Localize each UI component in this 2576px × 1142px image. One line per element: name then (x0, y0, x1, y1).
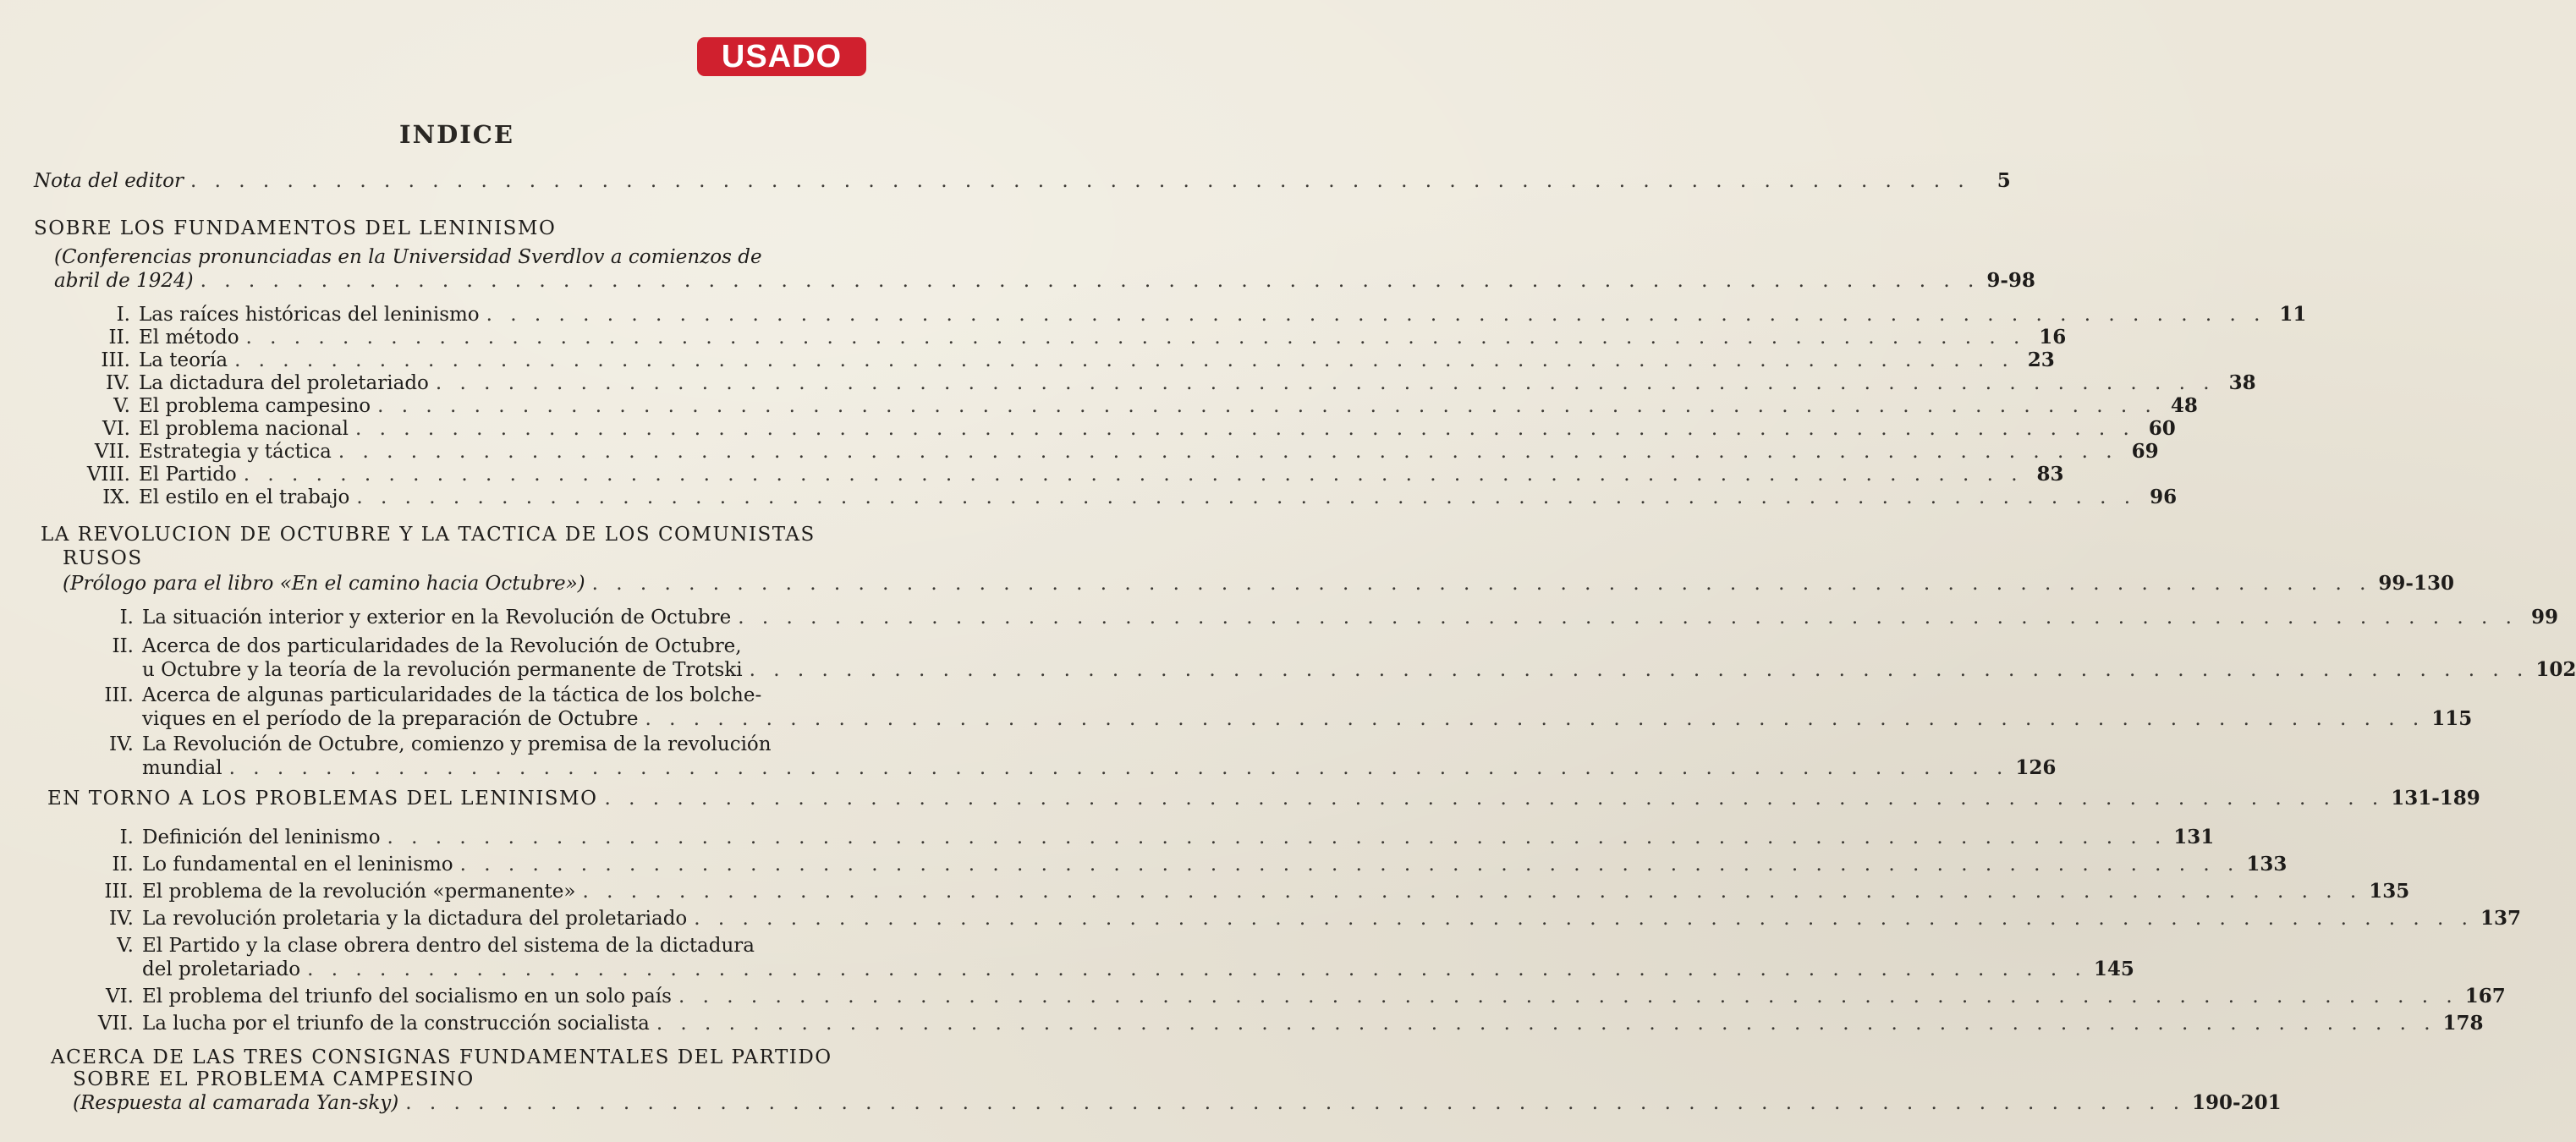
item-number: VI. (105, 986, 134, 1007)
item-number: IV. (106, 372, 130, 394)
dot-leader: . . . . . . . . . . . . . . . . . . . . . . . . . . . . . . . . . . . . . . . . . . . . . . . . . . . . . . . . . . . . . . . . . . . . . . . . . . (355, 418, 2135, 440)
section-subtitle (54, 245, 816, 269)
item-title: Estrategia y táctica (139, 441, 332, 463)
item-title-continued: viques en el período de la preparación de Octubre (142, 708, 639, 730)
item-title: La lucha por el triunfo de la construcción socialista (142, 1013, 650, 1035)
section-title: EN TORNO A LOS PROBLEMAS DEL LENINISMO (47, 788, 598, 810)
item-title: El método (139, 327, 239, 349)
dot-leader: . . . . . . . . . . . . . . . . . . . . . . . . . . . . . . . . . . . . . . . . . . . . . . . . . . . . . . . . . . . . . . . . . . . . . . . . . . (694, 908, 2474, 930)
dot-leader: . . . . . . . . . . . . . . . . . . . . . . . . . . . . . . . . . . . . . . . . . . . . . . . . . . . . . . . . . . . . . . . . . . . . . . . . . . (245, 327, 2026, 349)
toc-item (81, 371, 2256, 395)
toc-item (81, 394, 2198, 418)
toc-item (90, 733, 2057, 780)
page-number: 167 (2464, 985, 2506, 1007)
section-title: ACERCA DE LAS TRES CONSIGNAS FUNDAMENTALES DEL PARTIDO (51, 1046, 832, 1068)
item-title: La dictadura del proletariado (139, 372, 429, 394)
dot-leader: . . . . . . . . . . . . . . . . . . . . . . . . . . . . . . . . . . . . . . . . . . . . . . . . . . . . . . . . . . . . . . . . . . . . . . . . . . (582, 881, 2363, 903)
page-number: 178 (2442, 1012, 2484, 1035)
usado-badge: USADO (697, 37, 866, 76)
item-title-continued: u Octubre y la teoría de la revolución permanente de Trotski (142, 659, 743, 681)
item-title: La teoría (139, 349, 228, 371)
toc-item (81, 349, 2055, 372)
page-number: 16 (2039, 326, 2067, 349)
item-number: V. (117, 935, 134, 957)
item-number: V. (113, 395, 130, 417)
section-title: LA REVOLUCION DE OCTUBRE Y LA TACTICA DE LOS COMUNISTAS (41, 524, 816, 546)
toc-item (90, 606, 2558, 629)
section-title: SOBRE LOS FUNDAMENTOS DEL LENINISMO (34, 217, 557, 239)
section-title-continued: RUSOS (63, 547, 143, 569)
dot-leader: . . . . . . . . . . . . . . . . . . . . . . . . . . . . . . . . . . . . . . . . . . . . . . . . . . . . . . . . . . . . . . . . . . . . . . . . . . (738, 607, 2518, 629)
page-number: 5 (1997, 169, 2011, 192)
item-number: III. (104, 881, 134, 903)
page-number: 126 (2015, 756, 2057, 779)
toc-item (81, 303, 2307, 327)
item-title: La Revolución de Octubre, comienzo y premisa de la revolución (142, 733, 772, 755)
toc-entry-editor-note (34, 169, 2011, 193)
toc-item (81, 486, 2178, 509)
item-title: El estilo en el trabajo (139, 486, 350, 508)
dot-leader: . . . . . . . . . . . . . . . . . . . . . . . . . . . . . . . . . . . . . . . . . . . . . . . . . . . . . . . . . . . . . . . . . . . . . . . . . . (377, 395, 2157, 417)
page-number: 38 (2228, 371, 2256, 394)
page-number: 83 (2036, 463, 2064, 486)
item-title: Las raíces históricas del leninismo (139, 304, 480, 326)
section-subtitle-row (63, 572, 2454, 596)
page-number: 133 (2246, 853, 2288, 876)
dot-leader: . . . . . . . . . . . . . . . . . . . . . . . . . . . . . . . . . . . . . . . . . . . . . . . . . . . . . . . . . . . . . . . . . . . . . . . . . . (486, 304, 2266, 326)
page-number: 11 (2279, 303, 2307, 326)
item-number: IX. (102, 486, 130, 508)
page-number: 60 (2148, 417, 2176, 440)
item-title: El problema del triunfo del socialismo en un solo país (142, 986, 672, 1007)
toc-item (90, 985, 2506, 1008)
dot-leader: . . . . . . . . . . . . . . . . . . . . . . . . . . . . . . . . . . . . . . . . . . . . . . . . . . . . . . . . . . . . . . . . . . . . . . . . . . (200, 270, 1980, 292)
dot-leader: . . . . . . . . . . . . . . . . . . . . . . . . . . . . . . . . . . . . . . . . . . . . . . . . . . . . . . . . . . . . . . . . . . . . . . . . . . (604, 788, 2385, 810)
subtitle-line: (Conferencias pronunciadas en la Universidad Sverdlov a comienzos de (54, 246, 762, 268)
page-range: 190-201 (2192, 1091, 2282, 1114)
item-title: Acerca de dos particularidades de la Revolución de Octubre, (142, 635, 742, 657)
toc-item (90, 880, 2410, 903)
page-range: 99-130 (2378, 572, 2454, 595)
dot-leader: . . . . . . . . . . . . . . . . . . . . . . . . . . . . . . . . . . . . . . . . . . . . . . . . . . . . . . . . . . . . . . . . . . . . . . . . . . (678, 986, 2458, 1007)
page-number: 115 (2431, 707, 2473, 730)
page-number: 137 (2480, 907, 2522, 930)
item-title: El problema campesino (139, 395, 371, 417)
toc-item (90, 934, 2134, 981)
toc-item (81, 326, 2067, 349)
item-title: Lo fundamental en el leninismo (142, 854, 453, 876)
dot-leader: . . . . . . . . . . . . . . . . . . . . . . . . . . . . . . . . . . . . . . . . . . . . . . . . . . . . . . . . . . . . . . . . . . . . . . . . . . (591, 573, 2372, 595)
item-number: III. (104, 684, 134, 706)
dot-leader: . . . . . . . . . . . . . . . . . . . . . . . . . . . . . . . . . . . . . . . . . . . . . . . . . . . . . . . . . . . . . . . . . . . . . . . . . . (435, 372, 2216, 394)
item-title: El problema de la revolución «permanente» (142, 881, 576, 903)
item-number: I. (119, 826, 134, 848)
page-number: 48 (2170, 394, 2198, 417)
page-number: 131 (2173, 826, 2215, 848)
item-number: IV. (109, 908, 134, 930)
dot-leader: . . . . . . . . . . . . . . . . . . . . . . . . . . . . . . . . . . . . . . . . . . . . . . . . . . . . . . . . . . . . . . . . . . . . . . . . . . (338, 441, 2118, 463)
item-number: III. (101, 349, 130, 371)
toc-item (81, 440, 2159, 464)
page-number: 135 (2369, 880, 2410, 903)
dot-leader: . . . . . . . . . . . . . . . . . . . . . . . . . . . . . . . . . . . . . . . . . . . . . . . . . . . . . . . . . . . . . . . . . . . . . . . . . . (356, 486, 2137, 508)
item-number: IV. (109, 733, 134, 755)
item-title: El Partido (139, 464, 237, 486)
item-title: Definición del leninismo (142, 826, 381, 848)
item-title: Acerca de algunas particularidades de la táctica de los bolche- (142, 684, 762, 706)
item-title: La situación interior y exterior en la Revolución de Octubre (142, 607, 732, 629)
toc-item (90, 907, 2522, 931)
entry-text: Nota del editor (34, 170, 184, 192)
section-title-continued: SOBRE EL PROBLEMA CAMPESINO (73, 1068, 475, 1090)
section-subtitle-row (54, 269, 2035, 293)
dot-leader: . . . . . . . . . . . . . . . . . . . . . . . . . . . . . . . . . . . . . . . . . . . . . . . . . . . . . . . . . . . . . . . . . . . . . . . . . . (645, 708, 2425, 730)
toc-item (90, 684, 2473, 731)
page-title: INDICE (399, 120, 514, 149)
item-number: II. (108, 327, 130, 349)
toc-item (90, 853, 2288, 876)
dot-leader: . . . . . . . . . . . . . . . . . . . . . . . . . . . . . . . . . . . . . . . . . . . . . . . . . . . . . . . . . . . . . . . . . . . . . . . . . . (387, 826, 2167, 848)
page-range: 131-189 (2391, 787, 2480, 810)
section-subtitle: (Prólogo para el libro «En el camino hacia Octubre») (63, 573, 585, 595)
toc-item (81, 417, 2176, 441)
item-number: II. (112, 635, 134, 657)
section-subtitle-row (73, 1091, 2282, 1115)
dot-leader: . . . . . . . . . . . . . . . . . . . . . . . . . . . . . . . . . . . . . . . . . . . . . . . . . . . . . . . . . . . . . . . . . . . . . . . . . . (405, 1092, 2186, 1114)
item-number: VI. (102, 418, 130, 440)
dot-leader: . . . . . . . . . . . . . . . . . . . . . . . . . . . . . . . . . . . . . . . . . . . . . . . . . . . . . . . . . . . . . . . . . . . . . . . . . . (228, 757, 2009, 779)
item-number: VII. (97, 1013, 134, 1035)
item-number: VIII. (86, 464, 130, 486)
item-title: La revolución proletaria y la dictadura del proletariado (142, 908, 688, 930)
page-number: 69 (2131, 440, 2159, 463)
page-number: 99 (2530, 606, 2558, 629)
page-number: 145 (2093, 958, 2134, 980)
page-number: 96 (2150, 486, 2178, 508)
page-range: 9-98 (1986, 269, 2035, 292)
dot-leader: . . . . . . . . . . . . . . . . . . . . . . . . . . . . . . . . . . . . . . . . . . . . . . . . . . . . . . . . . . . . . . . . . . . . . . . . . . (234, 349, 2014, 371)
item-title: El Partido y la clase obrera dentro del sistema de la dictadura (142, 935, 755, 957)
item-number: VII. (94, 441, 130, 463)
dot-leader: . . . . . . . . . . . . . . . . . . . . . . . . . . . . . . . . . . . . . . . . . . . . . . . . . . . . . . . . . . . . . . . . . . . . . . . . . . (243, 464, 2024, 486)
item-number: I. (119, 607, 134, 629)
toc-item (90, 634, 2576, 682)
dot-leader: . . . . . . . . . . . . . . . . . . . . . . . . . . . . . . . . . . . . . . . . . . . . . . . . . . . . . . . . . . . . . . . . . . . . . . . . . . (749, 659, 2529, 681)
item-number: II. (112, 854, 134, 876)
item-number: I. (116, 304, 130, 326)
page-number: 102 (2535, 658, 2576, 681)
item-title-continued: mundial (142, 757, 222, 779)
dot-leader: . . . . . . . . . . . . . . . . . . . . . . . . . . . . . . . . . . . . . . . . . . . . . . . . . . . . . . . . . . . . . . . . . . . . . . . . . . (656, 1013, 2436, 1035)
subtitle-line: abril de 1924) (54, 270, 194, 292)
dot-leader: . . . . . . . . . . . . . . . . . . . . . . . . . . . . . . . . . . . . . . . . . . . . . . . . . . . . . . . . . . . . . . . . . . . . . . . . . . (190, 170, 1970, 192)
toc-item (90, 1012, 2484, 1035)
dot-leader: . . . . . . . . . . . . . . . . . . . . . . . . . . . . . . . . . . . . . . . . . . . . . . . . . . . . . . . . . . . . . . . . . . . . . . . . . . (307, 958, 2087, 980)
section-title-row (47, 787, 2480, 810)
toc-item (81, 463, 2064, 486)
item-title: El problema nacional (139, 418, 349, 440)
section-subtitle: (Respuesta al camarada Yan-sky) (73, 1092, 399, 1114)
toc-item (90, 826, 2215, 849)
dot-leader: . . . . . . . . . . . . . . . . . . . . . . . . . . . . . . . . . . . . . . . . . . . . . . . . . . . . . . . . . . . . . . . . . . . . . . . . . . (459, 854, 2240, 876)
page-number: 23 (2027, 349, 2055, 371)
item-title-continued: del proletariado (142, 958, 301, 980)
